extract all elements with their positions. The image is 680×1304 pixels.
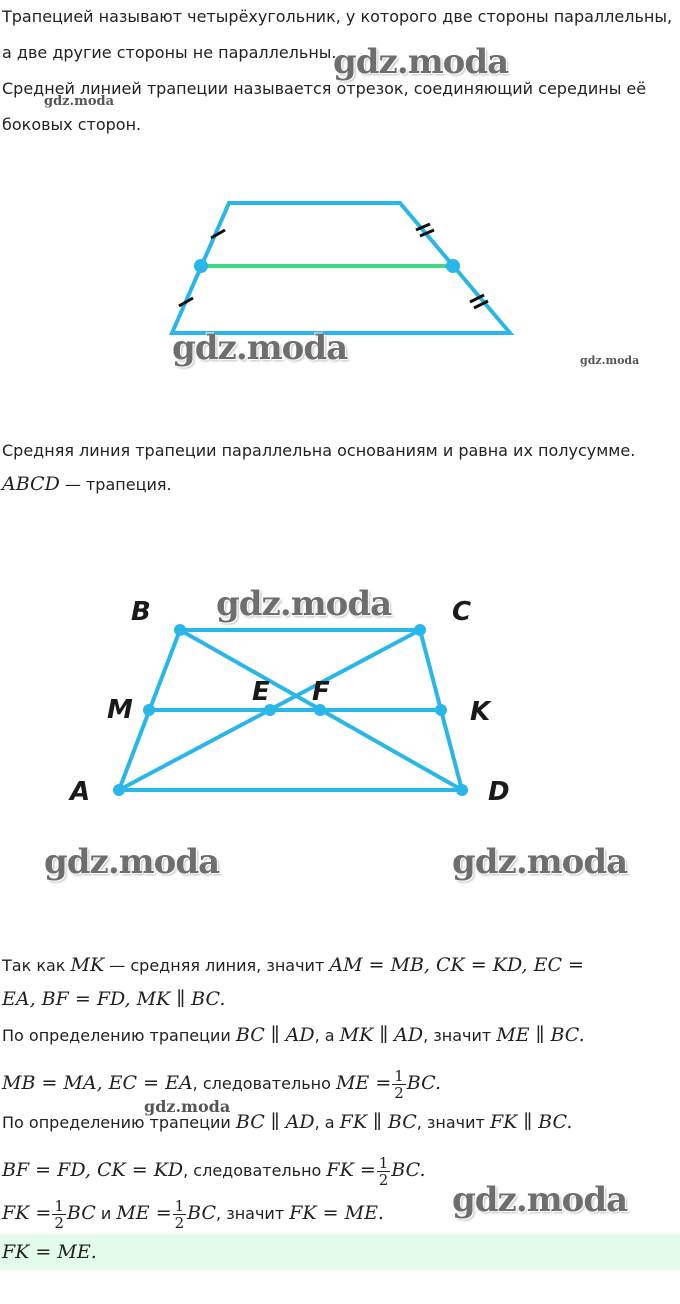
point-c [414, 624, 426, 636]
proof-line-7: FK = $\frac{1}{2}$ BC и ME = $\frac{1}{2}$ BC, значит FK = ME. [2, 1197, 384, 1232]
point-m [143, 704, 155, 716]
midpoint-left [194, 259, 208, 273]
watermark-logo: gdz.moda [172, 328, 348, 368]
label-f: F [312, 677, 330, 707]
intro-line: боковых сторон. [2, 115, 142, 134]
intro-line: Трапецией называют четырёхугольник, у которого две стороны параллельны, [2, 7, 673, 26]
intro-line: Средней линией трапеции называется отрезок, соединяющий середины её [2, 79, 647, 98]
label-k: K [470, 697, 491, 727]
proof-line-1: Так как MK — средняя линия, значит AM = MB, CK = KD, EC = [2, 954, 584, 976]
point-b [174, 624, 186, 636]
label-m: M [107, 695, 133, 725]
label-a: A [70, 777, 91, 807]
label-c: C [452, 597, 472, 627]
point-k [435, 704, 447, 716]
watermark-logo: gdz.moda [333, 42, 509, 82]
intro-line: а две другие стороны не параллельны. [2, 43, 337, 62]
property-text: Средняя линия трапеции параллельна основаниям и равна их полусумме. [2, 441, 636, 460]
watermark-logo: gdz.moda [216, 584, 392, 624]
label-b: B [131, 597, 151, 627]
watermark-logo: gdz.moda [580, 354, 640, 367]
watermark-logo: gdz.moda [44, 94, 115, 109]
trapezoid-midline-figure [0, 190, 680, 350]
point-d [456, 784, 468, 796]
watermark-logo: gdz.moda [144, 1097, 231, 1116]
watermark-logo: gdz.moda [452, 1180, 628, 1220]
given-line: ABCD — трапеция. [2, 473, 172, 495]
point-a [113, 784, 125, 796]
label-d: D [488, 777, 510, 807]
proof-line-6: BF = FD, CK = KD, следовательно FK = $\frac{1}{2}$ BC. [2, 1154, 426, 1189]
proof-line-4: MB = MA, EC = EA, следовательно ME = $\frac{1}{2}$ BC. [2, 1067, 442, 1102]
watermark-logo: gdz.moda [44, 842, 220, 882]
label-e: E [252, 677, 270, 707]
proof-line-3: По определению трапеции BC ∥ AD, а MK ∥ AD, значит ME ∥ BC. [2, 1024, 585, 1046]
proof-line-5: По определению трапеции BC ∥ AD, а FK ∥ BC, значит FK ∥ BC. [2, 1111, 573, 1133]
proof-line-2: EA, BF = FD, MK ∥ BC. [2, 988, 226, 1010]
watermark-logo: gdz.moda [452, 842, 628, 882]
midpoint-right [446, 259, 460, 273]
conclusion-line: FK = ME. [2, 1241, 97, 1263]
